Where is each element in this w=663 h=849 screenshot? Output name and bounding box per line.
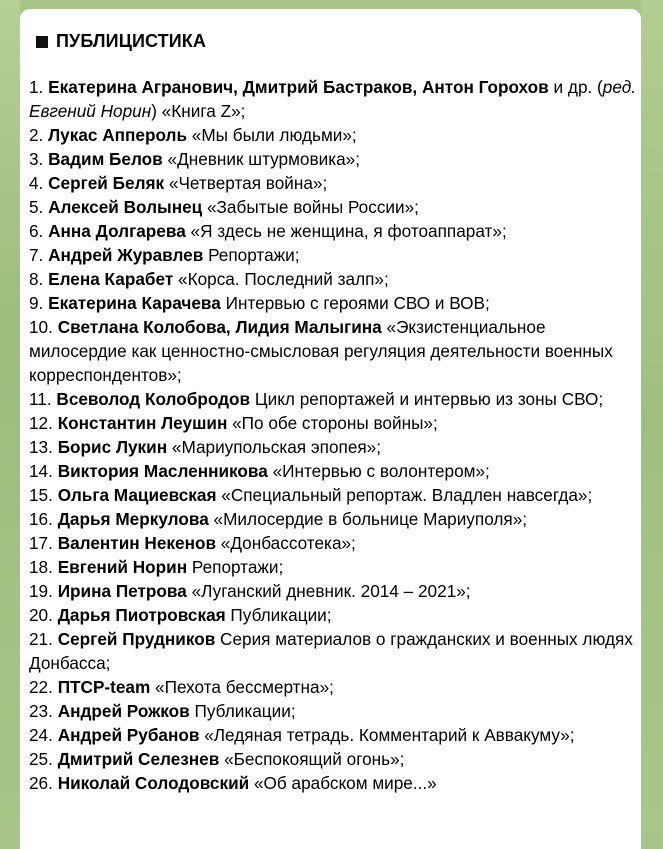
- list-item: 16. Дарья Меркулова «Милосердие в больнице Мариуполя»;: [29, 509, 528, 529]
- list-item: 9. Екатерина Карачева Интервью с героями СВО и ВОВ;: [29, 293, 490, 313]
- list-item: 3. Вадим Белов «Дневник штурмовика»;: [29, 149, 360, 169]
- list-item: 25. Дмитрий Селезнев «Беспокоящий огонь»;: [29, 749, 405, 769]
- list-item: 13. Борис Лукин «Мариупольская эпопея»;: [29, 437, 382, 457]
- list-item: 23. Андрей Рожков Публикации;: [29, 701, 296, 721]
- section-heading: [36, 31, 206, 52]
- list-item: 22. ПТСР-team «Пехота бессмертна»;: [29, 677, 334, 697]
- chat-background-left: [0, 0, 20, 832]
- list-item: 2. Лукас Аппероль «Мы были людьми»;: [29, 125, 357, 145]
- list-item: 1. Екатерина Агранович, Дмитрий Бастраков, Антон Горохов и др. (ред. Евгений Норин) «Книга Z»;: [29, 77, 636, 121]
- list-item: 12. Константин Леушин «По обе стороны войны»;: [29, 413, 438, 433]
- publication-list: [29, 75, 637, 795]
- list-item: 11. Всеволод Колобродов Цикл репортажей и интервью из зоны СВО;: [29, 389, 604, 409]
- list-item: 10. Светлана Колобова, Лидия Малыгина «Экзистенциальное милосердие как ценностно-смысловая регуляция деятельности военных корреспондентов»;: [29, 317, 613, 385]
- black-square-icon: [36, 36, 48, 48]
- chat-background-right: [641, 0, 663, 832]
- list-item: 7. Андрей Журавлев Репортажи;: [29, 245, 300, 265]
- list-item: 20. Дарья Пиотровская Публикации;: [29, 605, 332, 625]
- list-item: 4. Сергей Беляк «Четвертая война»;: [29, 173, 328, 193]
- message-bubble: [20, 9, 641, 849]
- list-item: 8. Елена Карабет «Корса. Последний залп»;: [29, 269, 389, 289]
- list-item: 5. Алексей Волынец «Забытые войны России»;: [29, 197, 419, 217]
- list-item: 24. Андрей Рубанов «Ледяная тетрадь. Комментарий к Аввакуму»;: [29, 725, 575, 745]
- list-item: 18. Евгений Норин Репортажи;: [29, 557, 284, 577]
- list-item: 21. Сергей Прудников Серия материалов о гражданских и военных людях Донбасса;: [29, 629, 633, 673]
- section-heading-text: ПУБЛИЦИСТИКА: [56, 31, 206, 51]
- list-item: 26. Николай Солодовский «Об арабском мире...»: [29, 773, 437, 793]
- list-item: 14. Виктория Масленникова «Интервью с волонтером»;: [29, 461, 490, 481]
- list-item: 17. Валентин Некенов «Донбассотека»;: [29, 533, 356, 553]
- list-item: 19. Ирина Петрова «Луганский дневник. 2014 – 2021»;: [29, 581, 471, 601]
- list-item: 6. Анна Долгарева «Я здесь не женщина, я фотоаппарат»;: [29, 221, 507, 241]
- list-item: 15. Ольга Мациевская «Специальный репортаж. Владлен навсегда»;: [29, 485, 593, 505]
